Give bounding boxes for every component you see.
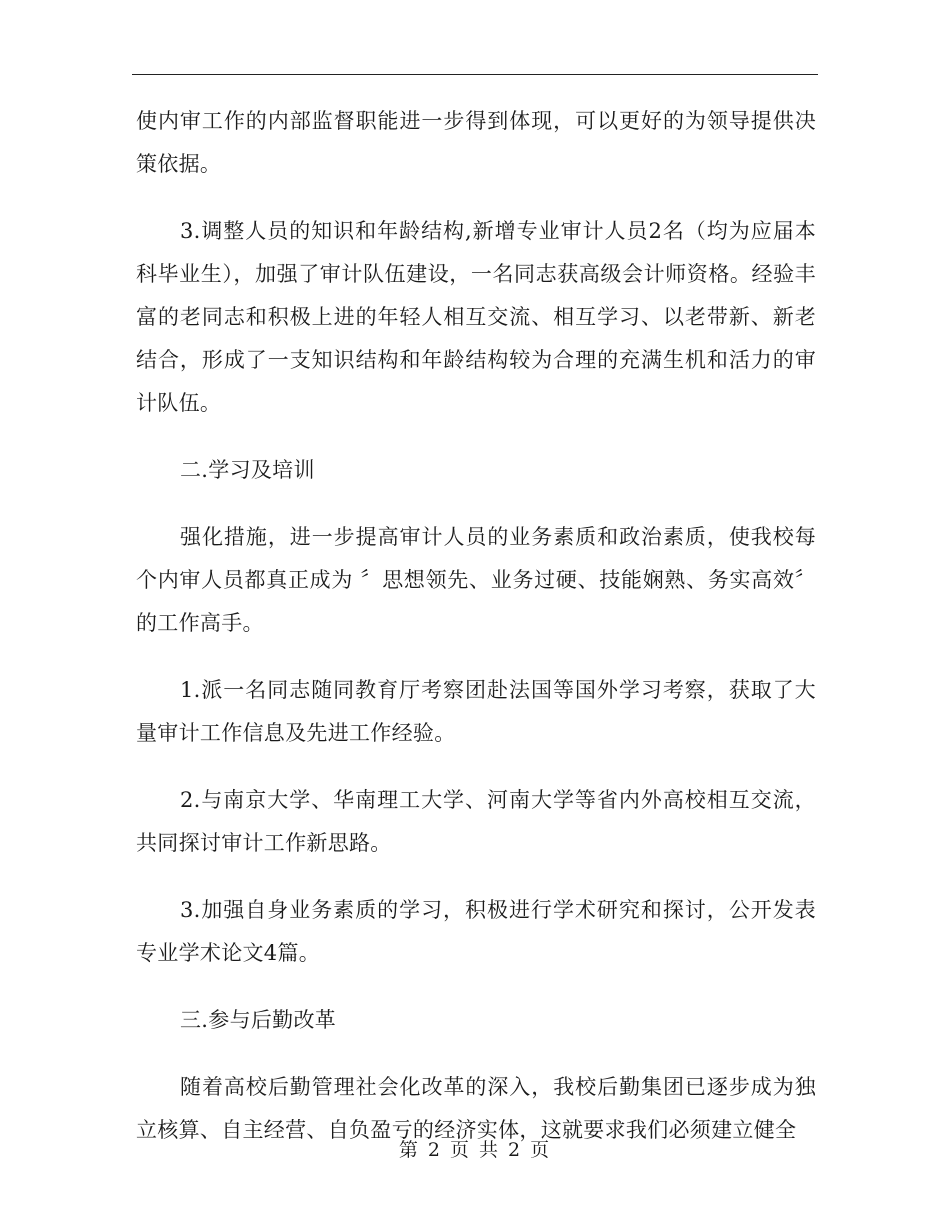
paragraph: 随着高校后勤管理社会化改革的深入，我校后勤集团已逐步成为独立核算、自主经营、自负盈亏的经济实体，这就要求我们必须建立健全 <box>136 1075 816 1142</box>
paragraph: 强化措施，进一步提高审计人员的业务素质和政治素质，使我校每个内审人员都真正成为 〞思想领先、业务过硬、技能娴熟、务实高效〞的工作高手。 <box>136 525 816 635</box>
paragraph: 使内审工作的内部监督职能进一步得到体现，可以更好的为领导提供决策依据。 <box>136 109 816 176</box>
section-heading: 三.参与后勤改革 <box>180 1008 337 1032</box>
list-item: 1.派一名同志随同教育厅考察团赴法国等国外学习考察，获取了大量审计工作信息及先进工作经验。 <box>136 678 816 745</box>
header-rule <box>132 74 818 75</box>
list-item: 3.加强自身业务素质的学习，积极进行学术研究和探讨，公开发表专业学术论文4篇。 <box>136 898 816 965</box>
document-body <box>136 100 816 1176</box>
list-item: 2.与南京大学、华南理工大学、河南大学等省内外高校相互交流，共同探讨审计工作新思路。 <box>136 788 816 855</box>
section-heading: 二.学习及培训 <box>180 458 315 482</box>
page-number: 第 2 页 共 2 页 <box>398 1139 552 1161</box>
paragraph: 3.调整人员的知识和年龄结构,新增专业审计人员2名（均为应届本科毕业生），加强了审计队伍建设，一名同志获高级会计师资格。经验丰富的老同志和积极上进的年轻人相互交流、相互学习、以老带新、新老结合，形成了一支知识结构和年龄结构较为合理的充满生机和活力的审计队伍。 <box>136 219 816 415</box>
